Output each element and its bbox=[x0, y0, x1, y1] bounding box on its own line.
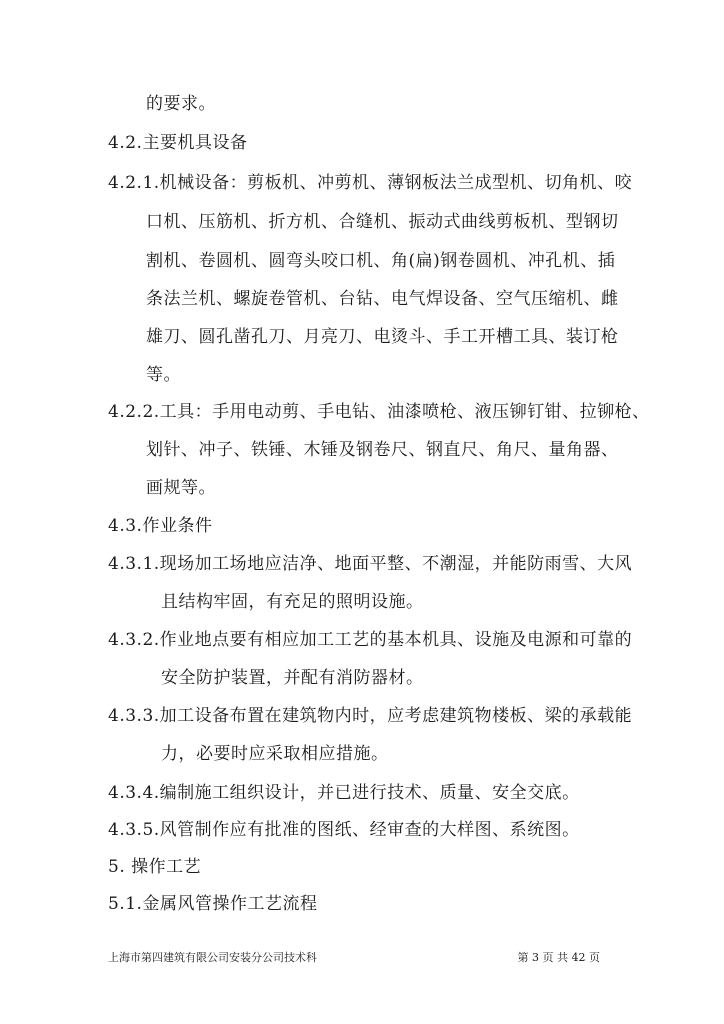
item-4-3-5: 4.3.5.风管制作应有批准的图纸、经审查的大样图、系统图。 bbox=[108, 820, 580, 840]
footer-page-number: 第 3 页 共 42 页 bbox=[517, 951, 600, 964]
text-line-continuation: 且结构牢固，有充足的照明设施。 bbox=[161, 592, 424, 612]
footer-company: 上海市第四建筑有限公司安装分公司技术科 bbox=[108, 951, 317, 964]
item-4-3-3: 4.3.3.加工设备布置在建筑物内时，应考虑建筑物楼板、梁的承载能 bbox=[108, 706, 633, 726]
text-line-continuation: 安全防护装置，并配有消防器材。 bbox=[161, 668, 424, 688]
text-line-continuation: 画规等。 bbox=[146, 478, 216, 498]
text-line-continuation: 等。 bbox=[146, 365, 181, 385]
text-line-continuation: 割机、卷圆机、圆弯头咬口机、角(扁)钢卷圆机、冲孔机、插 bbox=[146, 251, 616, 271]
section-heading-5: 5. 操作工艺 bbox=[108, 857, 202, 877]
item-4-3-2: 4.3.2.作业地点要有相应加工工艺的基本机具、设施及电源和可靠的 bbox=[108, 630, 633, 650]
item-4-3-4: 4.3.4.编制施工组织设计，并已进行技术、质量、安全交底。 bbox=[108, 783, 580, 803]
item-4-2-1: 4.2.1.机械设备：剪板机、冲剪机、薄钢板法兰成型机、切角机、咬 bbox=[108, 173, 633, 193]
text-line-continuation: 划针、冲子、铁锤、木锤及钢卷尺、钢直尺、角尺、量角器、 bbox=[146, 440, 619, 460]
section-heading-4-2: 4.2.主要机具设备 bbox=[108, 133, 248, 153]
text-line-continuation: 口机、压筋机、折方机、合缝机、振动式曲线剪板机、型钢切 bbox=[146, 212, 619, 232]
section-heading-5-1: 5.1.金属风管操作工艺流程 bbox=[108, 894, 318, 914]
item-4-3-1: 4.3.1.现场加工场地应洁净、地面平整、不潮湿，并能防雨雪、大风 bbox=[108, 554, 633, 574]
text-line-continuation: 条法兰机、螺旋卷管机、台钻、电气焊设备、空气压缩机、雌 bbox=[146, 289, 619, 309]
text-line-continuation: 雄刀、圆孔凿孔刀、月亮刀、电烫斗、手工开槽工具、装订枪 bbox=[146, 327, 619, 347]
item-4-2-2: 4.2.2.工具：手用电动剪、手电钻、油漆喷枪、液压铆钉钳、拉铆枪、 bbox=[108, 402, 650, 422]
text-line-continuation: 力，必要时应采取相应措施。 bbox=[161, 744, 389, 764]
text-line-continuation: 的要求。 bbox=[146, 94, 216, 114]
section-heading-4-3: 4.3.作业条件 bbox=[108, 516, 213, 536]
